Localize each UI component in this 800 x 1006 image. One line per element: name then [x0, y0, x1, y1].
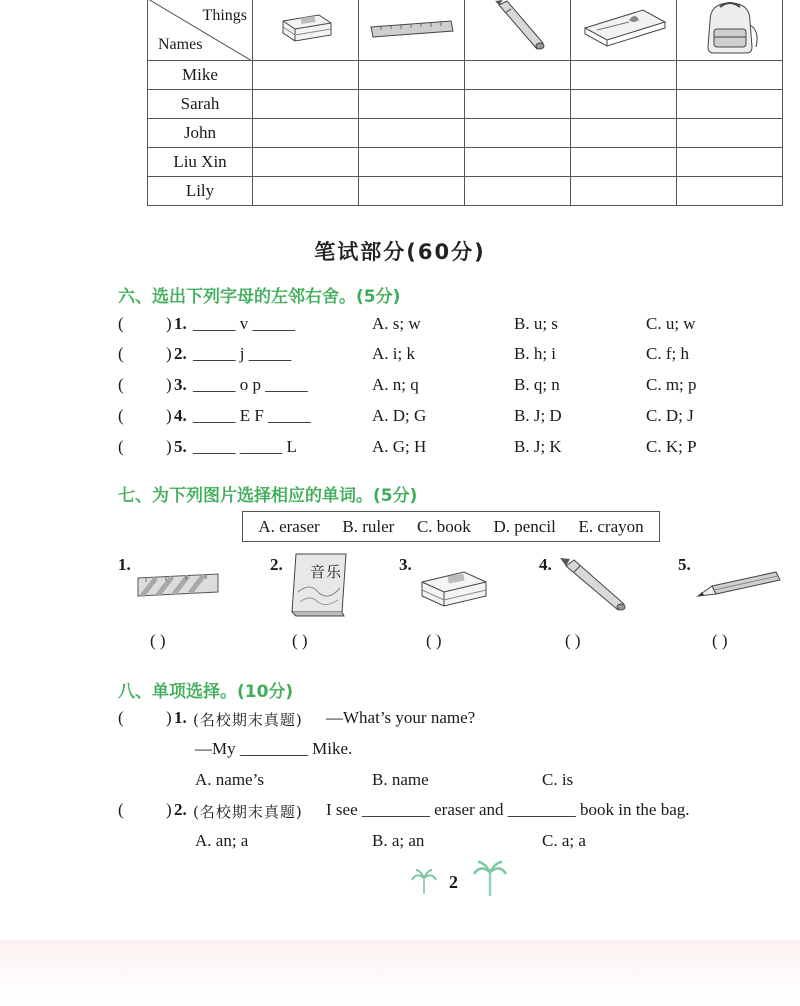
table-col-pencil-box	[571, 0, 677, 61]
schoolbag-icon	[692, 0, 768, 55]
corner-things-label: Things	[202, 7, 247, 24]
answer-paren-close: )	[166, 406, 172, 425]
option-a: A. s; w	[372, 314, 421, 333]
picture-number: 4.	[539, 555, 552, 574]
answer-paren-open[interactable]: (	[118, 406, 124, 425]
tick-cell[interactable]	[359, 119, 465, 148]
question-stem: _____ j _____	[193, 344, 292, 363]
tick-cell[interactable]	[253, 148, 359, 177]
picture-number: 3.	[399, 555, 412, 574]
row-name: Liu Xin	[148, 148, 253, 177]
question-number: 5.	[174, 437, 187, 456]
palm-tree-icon	[472, 860, 508, 898]
ruler-icon	[136, 570, 222, 600]
table-col-ruler	[359, 0, 465, 61]
option-b: B. q; n	[514, 375, 560, 394]
answer-paren-close: )	[166, 314, 172, 333]
answer-paren-close: )	[166, 800, 172, 819]
question-stem: _____ _____ L	[193, 437, 297, 456]
word-option: D. pencil	[493, 516, 556, 536]
option-a: A. name’s	[195, 770, 264, 789]
word-option: A. eraser	[258, 516, 320, 536]
option-c: C. is	[542, 770, 574, 789]
question-number: 1.	[174, 314, 187, 333]
question-number: 4.	[174, 406, 187, 425]
footer-band	[0, 940, 800, 1006]
answer-paren-close: )	[166, 708, 172, 727]
option-b: B. J; D	[514, 406, 562, 425]
tick-cell[interactable]	[677, 148, 783, 177]
things-names-table	[147, 0, 783, 206]
tick-cell[interactable]	[359, 61, 465, 90]
option-a: A. an; a	[195, 831, 249, 850]
eraser-icon	[271, 7, 341, 47]
answer-paren-close: )	[166, 437, 172, 456]
answer-paren-open[interactable]: (	[118, 375, 124, 394]
option-a: A. G; H	[372, 437, 427, 456]
tick-cell[interactable]	[465, 61, 571, 90]
option-a: A. D; G	[372, 406, 427, 425]
option-b: B. J; K	[514, 437, 562, 456]
answer-paren-close: )	[166, 344, 172, 363]
tick-cell[interactable]	[571, 177, 677, 206]
option-b: B. a; an	[372, 831, 425, 850]
ruler-icon	[367, 7, 457, 47]
picture-number: 5.	[678, 555, 691, 574]
answer-blank[interactable]: ( )	[292, 631, 308, 650]
answer-paren-open[interactable]: (	[118, 800, 124, 819]
option-a: A. i; k	[372, 344, 415, 363]
tick-cell[interactable]	[253, 177, 359, 206]
row-name: Sarah	[148, 90, 253, 119]
answer-paren-open[interactable]: (	[118, 437, 124, 456]
question-number: 1.	[174, 708, 187, 727]
question-stem: _____ E F _____	[193, 406, 311, 425]
tick-cell[interactable]	[571, 119, 677, 148]
question-source-tag: (名校期末真题)	[193, 803, 303, 821]
table-col-eraser	[253, 0, 359, 61]
pencil-box-icon	[579, 4, 669, 50]
tick-cell[interactable]	[571, 61, 677, 90]
palm-tree-icon	[410, 866, 438, 896]
word-option: C. book	[416, 516, 471, 536]
question-number: 2.	[174, 800, 187, 819]
tick-cell[interactable]	[253, 90, 359, 119]
option-c: C. m; p	[646, 375, 697, 394]
section-8-heading: 八、单项选择。(10分)	[118, 682, 294, 702]
tick-cell[interactable]	[253, 119, 359, 148]
answer-blank[interactable]: ( )	[150, 631, 166, 650]
answer-paren-close: )	[166, 375, 172, 394]
picture-number: 1.	[118, 555, 131, 574]
answer-paren-open[interactable]: (	[118, 708, 124, 727]
pencil-icon	[696, 568, 784, 602]
row-name: Lily	[148, 177, 253, 206]
tick-cell[interactable]	[677, 177, 783, 206]
word-option: B. ruler	[342, 516, 395, 536]
tick-cell[interactable]	[465, 119, 571, 148]
tick-cell[interactable]	[359, 90, 465, 119]
option-b: B. h; i	[514, 344, 557, 363]
tick-cell[interactable]	[253, 61, 359, 90]
answer-blank[interactable]: ( )	[712, 631, 728, 650]
answer-paren-open[interactable]: (	[118, 314, 124, 333]
written-part-title: 笔试部分(60分)	[314, 240, 486, 264]
question-source-tag: (名校期末真题)	[193, 711, 303, 729]
row-name: John	[148, 119, 253, 148]
question-number: 3.	[174, 375, 187, 394]
music-book-label: 音乐	[310, 563, 343, 581]
question-text: —What’s your name?	[326, 708, 476, 727]
tick-cell[interactable]	[677, 61, 783, 90]
answer-paren-open[interactable]: (	[118, 344, 124, 363]
tick-cell[interactable]	[571, 90, 677, 119]
question-text: —My ________ Mike.	[195, 739, 353, 758]
picture-number: 2.	[270, 555, 283, 574]
page-number: 2	[449, 872, 458, 892]
option-b: B. u; s	[514, 314, 558, 333]
question-text: I see ________ eraser and ________ book in the bag.	[326, 800, 690, 819]
table-col-crayon	[465, 0, 571, 61]
option-c: C. a; a	[542, 831, 586, 850]
eraser-icon	[418, 566, 490, 610]
option-a: A. n; q	[372, 375, 419, 394]
tick-cell[interactable]	[359, 177, 465, 206]
word-option: E. crayon	[578, 516, 644, 536]
tick-cell[interactable]	[465, 90, 571, 119]
option-c: C. K; P	[646, 437, 697, 456]
question-stem: _____ v _____	[193, 314, 295, 333]
table-col-schoolbag	[677, 0, 783, 61]
corner-names-label: Names	[158, 36, 203, 53]
section-7-heading: 七、为下列图片选择相应的单词。(5分)	[118, 486, 418, 506]
crayon-icon	[483, 0, 553, 55]
question-stem: _____ o p _____	[193, 375, 308, 394]
tick-cell[interactable]	[465, 177, 571, 206]
section-6-heading: 六、选出下列字母的左邻右舍。(5分)	[118, 287, 401, 307]
question-number: 2.	[174, 344, 187, 363]
option-c: C. D; J	[646, 406, 694, 425]
tick-cell[interactable]	[677, 90, 783, 119]
option-c: C. f; h	[646, 344, 689, 363]
tick-cell[interactable]	[571, 148, 677, 177]
table-corner-cell	[148, 0, 253, 61]
option-c: C. u; w	[646, 314, 696, 333]
row-name: Mike	[148, 61, 253, 90]
option-b: B. name	[372, 770, 429, 789]
tick-cell[interactable]	[465, 148, 571, 177]
crayon-icon	[556, 556, 630, 614]
answer-blank[interactable]: ( )	[565, 631, 581, 650]
word-bank	[242, 511, 660, 542]
tick-cell[interactable]	[677, 119, 783, 148]
tick-cell[interactable]	[359, 148, 465, 177]
answer-blank[interactable]: ( )	[426, 631, 442, 650]
